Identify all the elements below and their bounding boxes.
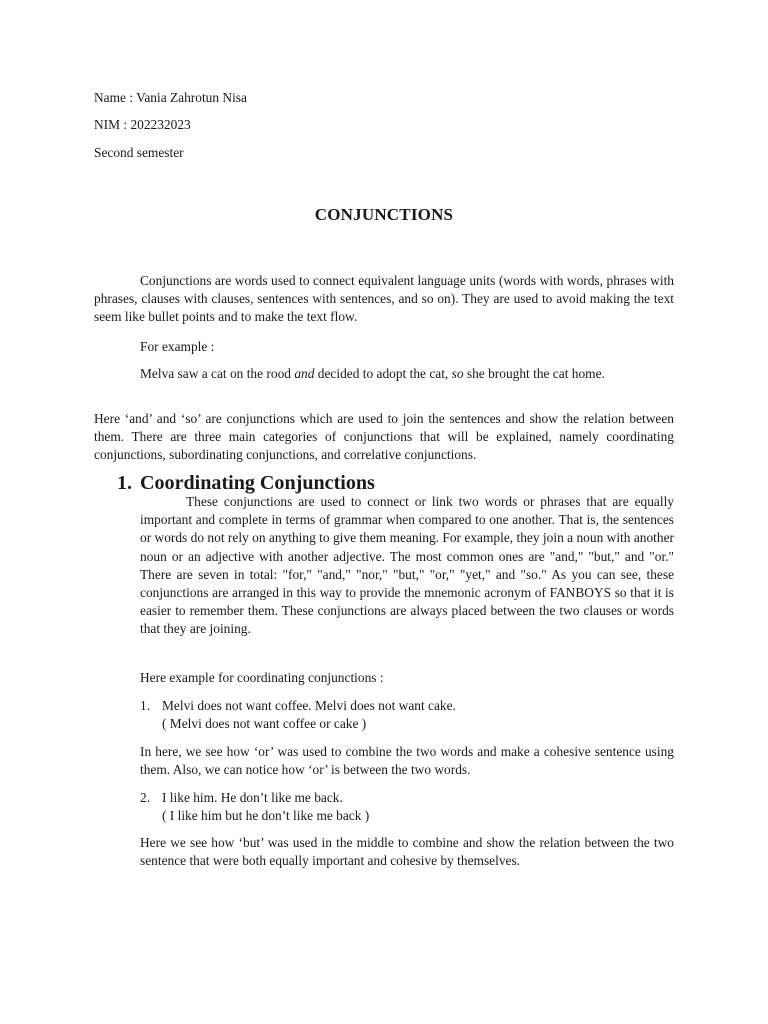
example-part-1: Melva saw a cat on the rood	[140, 366, 295, 381]
intro-paragraph: Conjunctions are words used to connect equivalent language units (words with words, phrases with phrases, clauses with clauses, sentences with sentences, and so on). They are used to avoid making the text seem like bullet points and to make the text flow.	[94, 273, 674, 325]
student-nim: NIM : 202232023	[94, 117, 191, 132]
section-title: Coordinating Conjunctions	[140, 472, 375, 494]
example-number: 2.	[140, 790, 151, 805]
example-text: I like him. He don’t like me back.	[162, 790, 343, 805]
document-title: CONJUNCTIONS	[314, 205, 454, 224]
example-part-3: she brought the cat home.	[463, 366, 605, 381]
section-number: 1.	[117, 472, 133, 494]
example-conjunction-and: and	[294, 366, 315, 381]
here-example-label: Here example for coordinating conjunctions :	[140, 670, 384, 685]
coordinating-description: These conjunctions are used to connect or link two words or phrases that are equally important and complete in terms of grammar when compared to one another. That is, the sentences or words do not rely on anything to give them meaning. For example, they join a noun with another noun or an adjective with another adjective. The most common ones are "and," "but," and "or." There are seven in total: "for," "and," "nor," "but," "or," "yet," and "so." As you can see, these conjunctions are arranged in this way to provide the mnemonic acronym of FANBOYS so that it is easier to remember them. These conjunctions are always placed between the two clauses or words that they are joining.	[140, 494, 674, 637]
student-name: Name : Vania Zahrotun Nisa	[94, 90, 247, 105]
example-conjunction-so: so	[451, 366, 464, 381]
example-sentence	[140, 365, 674, 383]
example-explanation: Here we see how ‘but’ was used in the middle to combine and show the relation between the two sentence that were both equally important and cohesive by themselves.	[140, 835, 674, 869]
example-item	[140, 697, 456, 715]
example-part-2: decided to adopt the cat,	[314, 366, 452, 381]
for-example-label: For example :	[140, 339, 215, 354]
example-item	[140, 789, 343, 807]
example-combined: ( I like him but he don’t like me back )	[162, 808, 370, 823]
example-combined: ( Melvi does not want coffee or cake )	[162, 716, 367, 731]
relation-paragraph: Here ‘and’ and ‘so’ are conjunctions which are used to join the sentences and show the relation between them. There are three main categories of conjunctions that will be explained, namely coordinating conjunctions, subordinating conjunctions, and correlative conjunctions.	[94, 411, 674, 463]
example-explanation: In here, we see how ‘or’ was used to combine the two words and make a cohesive sentence using them. Also, we can notice how ‘or’ is between the two words.	[140, 744, 674, 778]
semester-label: Second semester	[94, 145, 184, 160]
example-number: 1.	[140, 698, 151, 713]
example-text: Melvi does not want coffee. Melvi does not want cake.	[162, 698, 456, 713]
section-heading-coordinating	[117, 474, 375, 492]
